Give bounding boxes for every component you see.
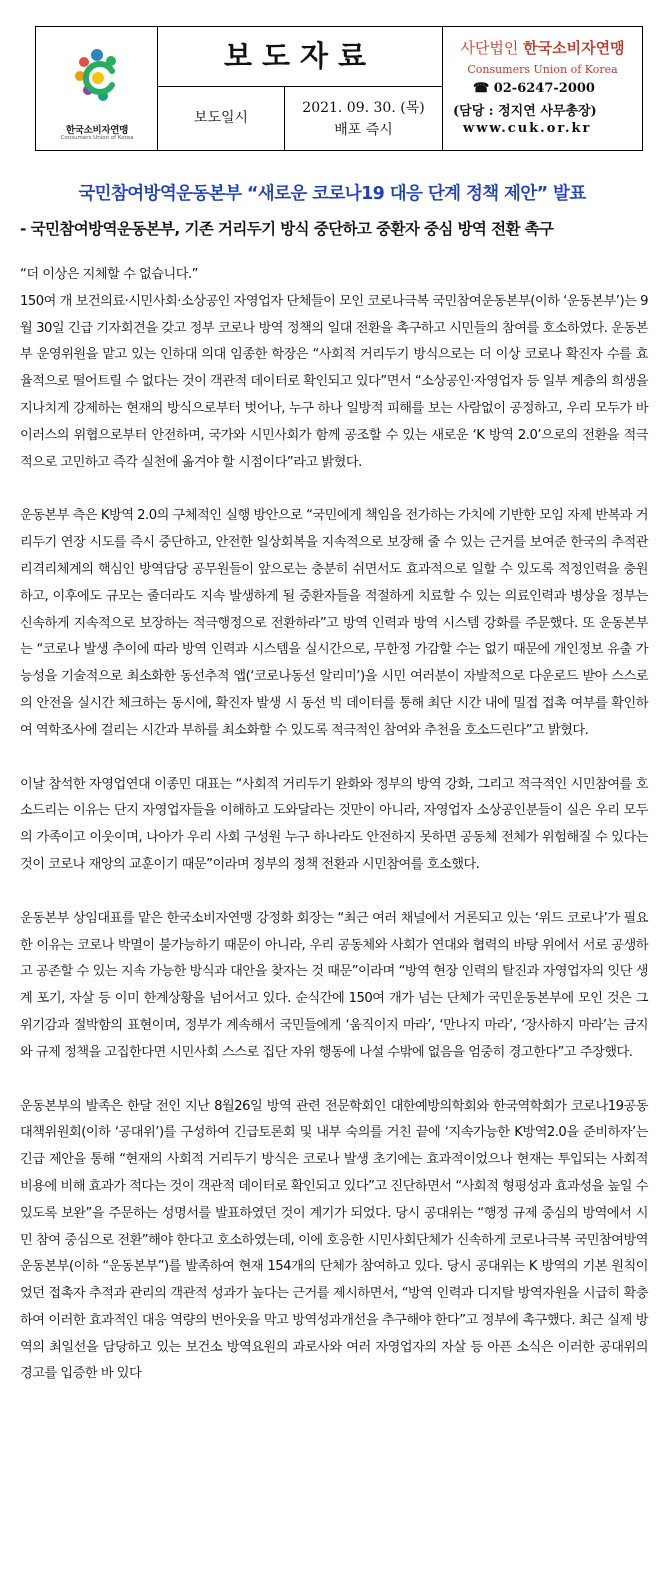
subheadline: - 국민참여방역운동본부, 기존 거리두기 방식 중단하고 중환자 중심 방역 전환 촉구	[20, 220, 554, 238]
paragraph: 운동본부의 발족은 한달 전인 지난 8월26일 방역 관련 전문학회인 대한예방의학회와 한국역학회가 코로나19공동대책위원회(이하 ‘공대위’)를 구성하여 긴급토론회 및 내부 숙의를 거친 끝에 ‘지속가능한 K방역2.0을 준비하자’는 긴급 제안을 통해 “현재의 사회적 거리두기 방식은 코로나 발생 초기에는 효과적이었으나 현재는 투입되는 사회적 비용에 비해 효과가 적다는 것이 객관적 데이터로 확인되고 있다”고 진단하면서 “사회적 형평성과 효과성을 높일 수 있도록 보완”을 주문하는 성명서를 발표하였던 것이 계기가 되었다. 당시 공대위는 “행정 규제 중심의 방역에서 시민 참여 중심으로 전환”해야 한다고 호소하였는데, 이에 호응한 시민사회단체가 신속하게 코로나극복 국민참여방역운동본부(이하 “운동본부”)를 발족하여 현재 154개의 단체가 참여하고 있다. 당시 공대위는 K 방역의 기본 원칙이었던 접촉자 추적과 관리의 객관적 성과가 높다는 근거를 제시하면서, “방역 인력과 디지탈 방역자원을 시급히 확충하여 이러한 효과적인 대응 역량의 번아웃을 막고 방역성과개선을 추구해야 한다”고 정부에 촉구했다. 최근 실제 방역의 최일선을 담당하고 있는 보건소 방역요원의 과로사와 여러 자영업자의 자살 등 아픈 소식은 이러한 공대위의 경고를 입증한 바 있다	[20, 1098, 648, 1382]
org-prefix: 사단법인	[460, 39, 519, 57]
paragraph: 이날 참석한 자영업연대 이종민 대표는 “사회적 거리두기 완화와 정부의 방역 강화, 그리고 적극적인 시민참여를 호소드리는 이유는 단지 자영업자들을 이해하고 도와달라는 것만이 아니라, 자영업자 소상공인분들이 실은 우리 모두의 가족이고 이웃이며, 나아가 우리 사회 구성원 누구 하나라도 안전하지 못하면 공동체 전체가 위험해질 수 있다는 것이 코로나 재앙의 교훈이기 때문”이라며 정부의 정책 전환과 시민참여를 호소했다.	[20, 776, 648, 872]
org-name-en: Consumers Union of Korea	[60, 135, 134, 141]
paragraph: 운동본부 상임대표를 맡은 한국소비자연맹 강정화 회장는 “최근 여러 채널에서 거론되고 있는 ‘위드 코로나’가 필요한 이유는 코로나 박멸이 불가능하기 때문이 아니라, 우리 공동체와 사회가 연대와 협력의 바탕 위에서 서로 공생하고 공존할 수 있는 지속 가능한 방식과 대안을 찾자는 것 때문”이라며 “방역 현장 인력의 탈진과 자영업자의 잇단 생계 포기, 자살 등 이미 한계상황을 넘어서고 있다. 순식간에 150여 개가 넘는 단체가 국민운동본부에 모인 것은 그 위기감과 절박함의 표현이며, 정부가 계속해서 국민들에게 ‘움직이지 마라’, ‘만나지 마라’, ‘장사하지 마라’는 금지와 규제 정책을 고집한다면 시민사회 스스로 집단 자위 행동에 나설 수밖에 없음을 엄중히 경고한다”고 주장했다.	[20, 910, 648, 1060]
org-title	[443, 37, 642, 58]
page-title: 보도자료	[223, 39, 377, 73]
paragraph: 150여 개 보건의료·시민사회·소상공인 자영업자 단체들이 모인 코로나극복 국민참여운동본부(이하 ‘운동본부’)는 9월 30일 긴급 기자회견을 갖고 정부 코로나 방역 정책의 일대 전환을 촉구하고 시민들의 참여를 호소하였다. 운동본부 운영위원을 맡고 있는 인하대 의대 임종한 학장은 “사회적 거리두기 방식으로는 더 이상 코로나 확진자 수를 효율적으로 떨어트릴 수 없다는 것이 객관적 데이터로 확인되고 있다”면서 “소상공인·자영업자 등 일부 계층의 희생을 지나치게 강제하는 현재의 방식으로부터 벗어나, 누구 하나 일방적 피해를 보는 사람없이 공정하고, 우리 모두가 바이러스의 위협으로부터 안전하며, 국가와 시민사회가 함께 공조할 수 있는 새로운 ‘K 방역 2.0’으로의 전환을 적극적으로 고민하고 즉각 실천에 옮겨야 할 시점이다”라고 밝혔다.	[20, 293, 648, 470]
date-value: 2021. 09. 30. (목)	[302, 100, 425, 116]
contact-person: (담당 : 정지연 사무총장)	[453, 104, 597, 119]
article-body	[20, 262, 648, 1415]
org-contact-block	[443, 27, 642, 150]
headline: 국민참여방역운동본부 “새로운 코로나19 대응 단계 정책 제안” 발표	[78, 184, 586, 204]
paragraph: 운동본부 측은 K방역 2.0의 구체적인 실행 방안으로 “국민에게 책임을 전가하는 가치에 기반한 모임 자제 반복과 거리두기 연장 시도를 즉시 중단하고, 안전한 일상회복을 지속적으로 보장해 줄 수 있는 근거를 보여준 한국의 추적관리격리체계의 핵심인 방역담당 공무원들이 앞으로는 충분히 쉬면서도 효과적으로 일할 수 있도록 적정인력을 충원하고, 이후에도 규모는 줄더라도 지속 발생하게 될 중환자들을 적절하게 치료할 수 있는 의료인력과 병상을 정부는 신속하게 지속적으로 보장하는 적극행정으로 전환하라”고 방역 인력과 방역 시스템 강화를 주문했다. 또 운동본부는 “코로나 발생 추이에 따라 방역 인력과 시스템을 실시간으로, 무한정 가감할 수는 없기 때문에 개인정보 유출 가능성을 기술적으로 최소화한 동선추적 앱(‘코로나동선 알리미’)을 시민 여러분이 자발적으로 다운로드 받아 스스로의 안전을 실시간 체크하는 동시에, 확진자 발생 시 동선 빅 데이터를 통해 최단 시간 내에 밀접 접촉 여부를 확인하여 역학조사에 걸리는 시간과 부하를 최소화할 수 있도록 적극적인 참여와 추천을 호소드린다”고 밝혔다.	[20, 508, 648, 738]
org-logo-icon	[36, 27, 158, 122]
org-logo	[36, 27, 158, 150]
press-release-header	[35, 26, 643, 151]
date-label: 보도일시	[193, 110, 249, 126]
release-timing: 배포 즉시	[334, 122, 393, 138]
paragraph: “더 이상은 지체할 수 없습니다.”	[20, 267, 198, 282]
website-link[interactable]: www.cuk.or.kr	[463, 121, 592, 136]
org-name: 한국소비자연맹	[523, 39, 625, 57]
release-date	[285, 97, 442, 141]
org-name-english: Consumers Union of Korea	[467, 63, 618, 76]
org-name-ko: 한국소비자연맹	[65, 125, 129, 136]
phone-number: ☎ 02-6247-2000	[473, 81, 595, 96]
